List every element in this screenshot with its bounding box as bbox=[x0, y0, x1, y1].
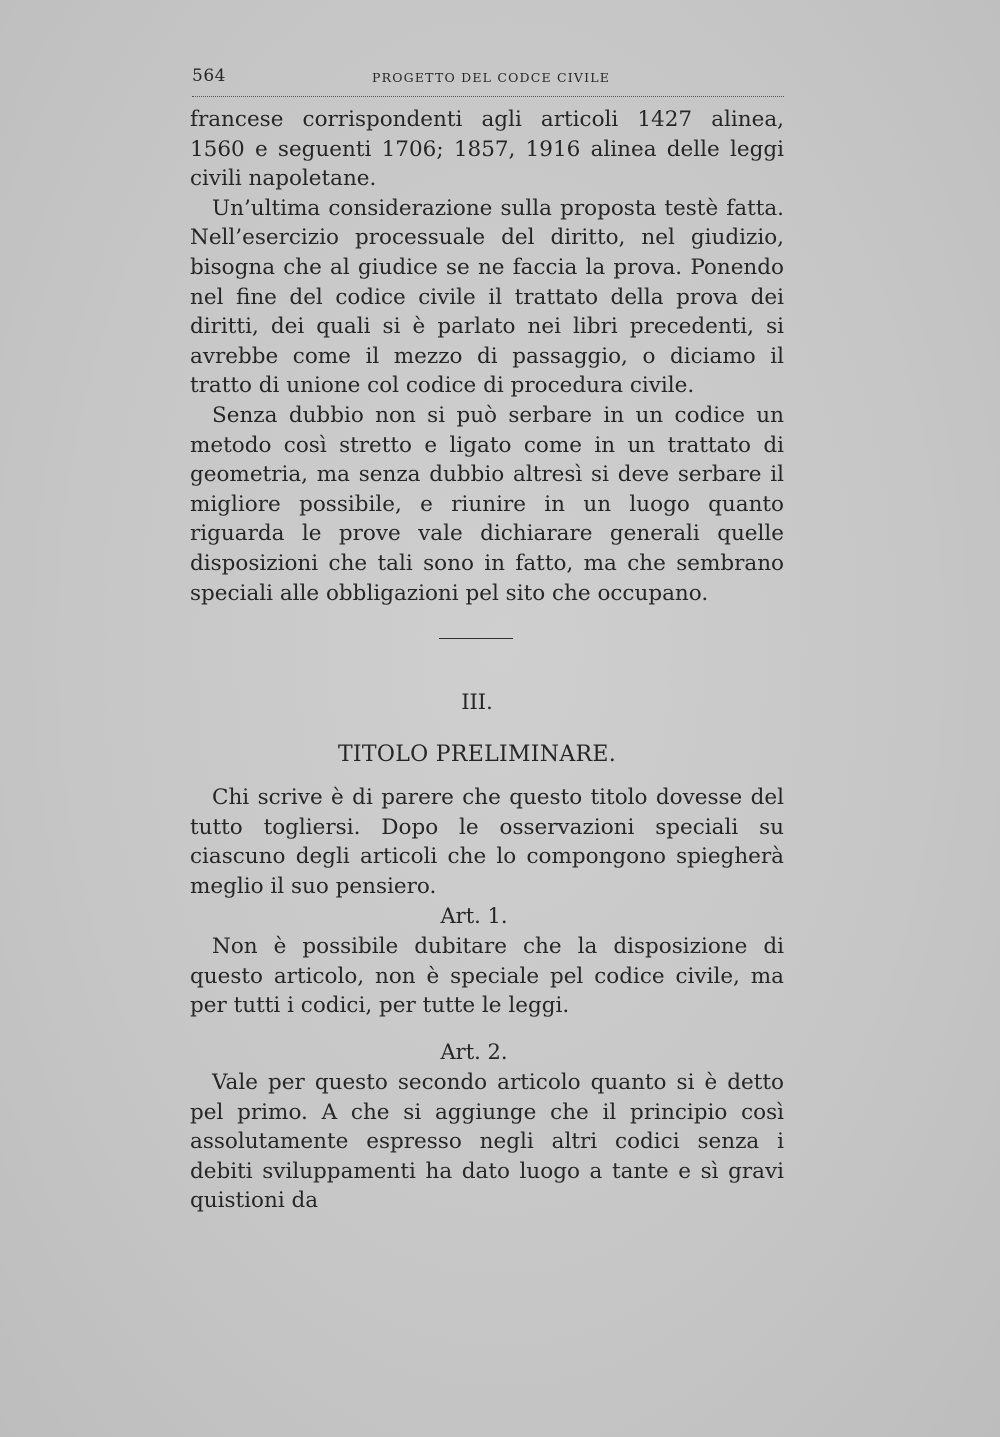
article-heading: Art. 2. bbox=[440, 1040, 508, 1064]
section-title: TITOLO PRELIMINARE. bbox=[337, 742, 617, 767]
running-head: PROGETTO DEL CODCE CIVILE bbox=[372, 70, 611, 85]
article-text bbox=[190, 932, 784, 1021]
page-header bbox=[192, 62, 784, 97]
body-text bbox=[190, 105, 784, 608]
paragraph: Senza dubbio non si può serbare in un codice un metodo così stretto e ligato come in un trattato di geometria, ma senza dubbio altresì si deve serbare il migliore possibile, e riunire in un luogo quanto riguarda le prove vale dichiarare generali quelle disposizioni che tali sono in fatto, ma che sembrano speciali alle obbligazioni pel sito che occupano. bbox=[190, 402, 784, 606]
paragraph: Vale per questo secondo articolo quanto si è detto pel primo. A che si aggiunge che il principio così assolutamente espresso negli altri codici senza i debiti sviluppamenti ha dato luogo a tante e sì gravi quistioni da bbox=[190, 1070, 784, 1214]
paragraph: Chi scrive è di parere che questo titolo dovesse del tutto togliersi. Dopo le osservazioni speciali su ciascuno degli articoli che lo compongono spiegherà meglio il suo pensiero. bbox=[190, 785, 784, 899]
section-divider bbox=[439, 638, 513, 639]
paragraph: Un’ultima considerazione sulla proposta testè fatta. Nell’esercizio processuale del diritto, nel giudizio, bisogna che al giudice se ne faccia la prova. Ponendo nel fine del codice civile il trattato della prova dei diritti, dei quali si è parlato nei libri precedenti, si avrebbe come il mezzo di passaggio, o diciamo il tratto di unione col codice di procedura civile. bbox=[190, 195, 784, 399]
section-intro bbox=[190, 783, 784, 901]
article-text bbox=[190, 1068, 784, 1216]
paragraph: Non è possibile dubitare che la disposizione di questo articolo, non è speciale pel codice civile, ma per tutti i codici, per tutte le leggi. bbox=[190, 934, 784, 1019]
article-heading: Art. 1. bbox=[440, 904, 508, 928]
continuation-paragraph: francese corrispondenti agli articoli 1427 alinea, 1560 e seguenti 1706; 1857, 1916 alinea delle leggi civili napoletane. bbox=[190, 107, 784, 192]
page-number: 564 bbox=[192, 66, 226, 86]
section-number: III. bbox=[461, 690, 493, 714]
